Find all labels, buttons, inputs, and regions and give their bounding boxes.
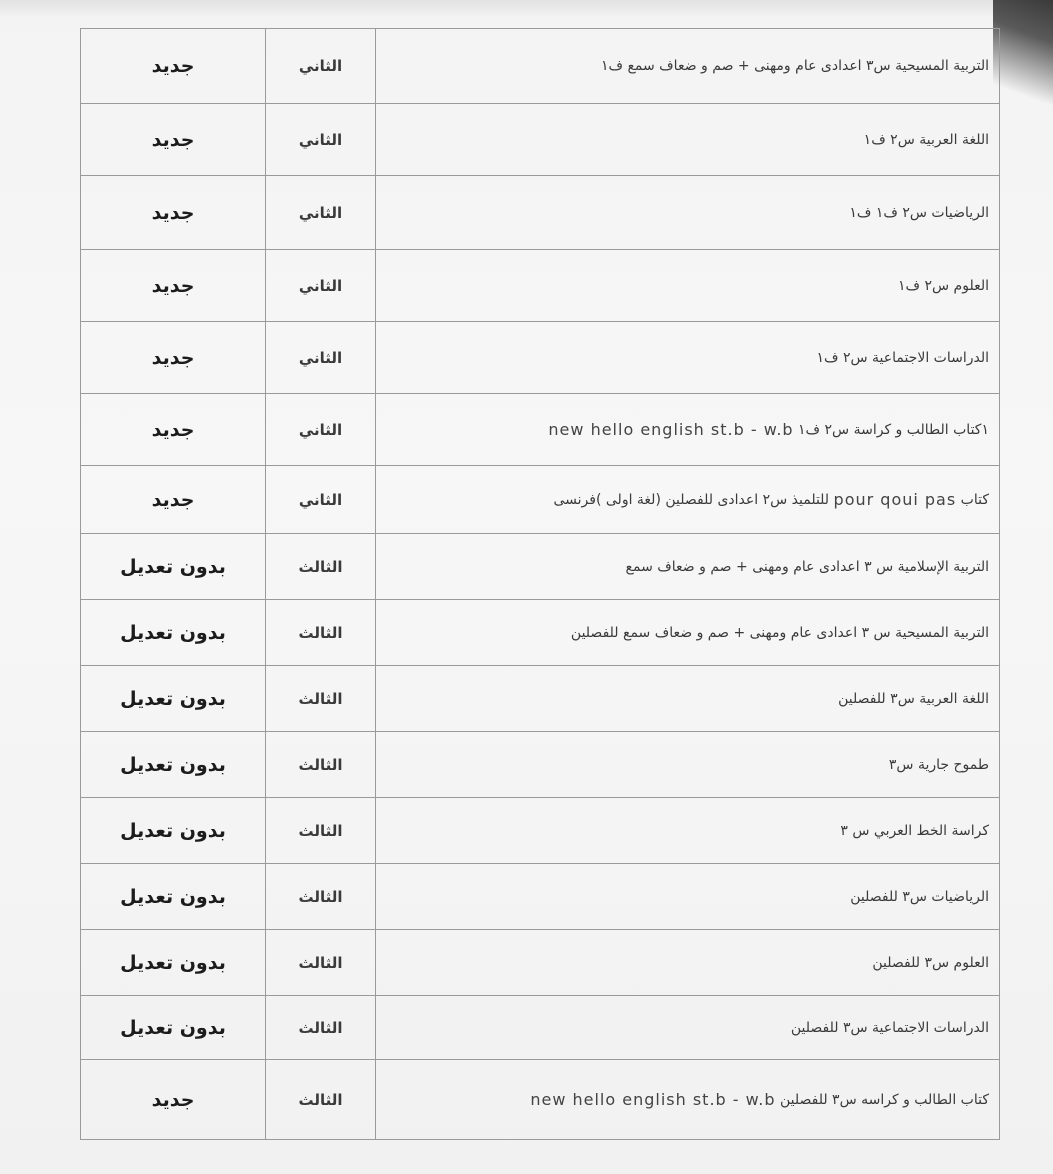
book-title: ١كتاب الطالب و كراسة س٢ ف١ — [798, 421, 989, 438]
book-title-cell — [375, 104, 1000, 175]
table-row — [80, 798, 1000, 864]
term-label: الثالث — [298, 689, 343, 708]
term-cell — [265, 250, 375, 321]
term-cell — [265, 930, 375, 995]
status-cell — [80, 534, 265, 599]
book-title-cell — [375, 394, 1000, 465]
status-cell — [80, 666, 265, 731]
book-title: التربية الإسلامية س ٣ اعدادى عام ومهنى + صم و ضعاف سمع — [625, 558, 989, 575]
term-cell — [265, 798, 375, 863]
status-cell — [80, 864, 265, 929]
status-label: بدون تعديل — [120, 885, 226, 908]
book-title-cell — [375, 250, 1000, 321]
term-label: الثاني — [298, 57, 343, 75]
status-label: جديد — [151, 55, 195, 77]
status-label: جديد — [151, 346, 195, 369]
term-cell — [265, 732, 375, 797]
term-label: الثاني — [298, 276, 343, 295]
books-table — [80, 28, 1000, 1140]
book-title-cell — [375, 666, 1000, 731]
status-cell — [80, 1060, 265, 1139]
term-cell — [265, 176, 375, 249]
book-title: العلوم س٣ للفصلين — [872, 954, 989, 971]
book-title-cell — [375, 732, 1000, 797]
book-title-suffix: للتلميذ س٢ اعدادى للفصلين (لغة اولى )فرنسى — [553, 491, 830, 508]
status-cell — [80, 394, 265, 465]
table-row — [80, 104, 1000, 176]
term-label: الثاني — [298, 420, 343, 439]
status-label: جديد — [151, 201, 195, 224]
table-row — [80, 1060, 1000, 1140]
book-title: كتاب — [960, 491, 989, 508]
scan-shadow — [0, 0, 1053, 18]
book-title: العلوم س٢ ف١ — [897, 277, 989, 294]
term-cell — [265, 322, 375, 393]
book-title: الدراسات الاجتماعية س٣ للفصلين — [790, 1019, 989, 1036]
term-cell — [265, 600, 375, 665]
table-row — [80, 176, 1000, 250]
book-title-latin: new hello english st.b - w.b — [530, 1090, 776, 1109]
term-label: الثالث — [298, 1018, 343, 1037]
book-title-cell — [375, 600, 1000, 665]
status-cell — [80, 732, 265, 797]
table-row — [80, 600, 1000, 666]
table-row — [80, 732, 1000, 798]
book-title-latin: new hello english st.b - w.b — [548, 420, 794, 439]
book-title: الدراسات الاجتماعية س٢ ف١ — [816, 349, 989, 366]
book-title-cell — [375, 996, 1000, 1059]
term-cell — [265, 864, 375, 929]
book-title-cell — [375, 29, 1000, 103]
term-label: الثالث — [298, 821, 343, 840]
term-cell — [265, 104, 375, 175]
book-title-cell — [375, 176, 1000, 249]
status-cell — [80, 798, 265, 863]
term-label: الثالث — [298, 1090, 343, 1109]
status-cell — [80, 996, 265, 1059]
book-title: اللغة العربية س٢ ف١ — [863, 131, 989, 148]
status-label: بدون تعديل — [120, 951, 226, 974]
status-label: جديد — [151, 418, 195, 441]
book-title-cell — [375, 534, 1000, 599]
term-label: الثالث — [298, 755, 343, 774]
book-title: التربية المسيحية س ٣ اعدادى عام ومهنى + صم و ضعاف سمع للفصلين — [570, 624, 989, 641]
term-cell — [265, 29, 375, 103]
table-row — [80, 394, 1000, 466]
book-title: اللغة العربية س٣ للفصلين — [838, 690, 989, 707]
status-cell — [80, 29, 265, 103]
term-label: الثاني — [298, 348, 343, 367]
scan-corner-shadow — [993, 0, 1053, 120]
book-title-cell — [375, 466, 1000, 533]
status-cell — [80, 600, 265, 665]
status-label: جديد — [151, 274, 195, 297]
table-row — [80, 666, 1000, 732]
term-cell — [265, 466, 375, 533]
status-cell — [80, 322, 265, 393]
book-title-latin: pour qoui pas — [833, 490, 957, 509]
status-label: بدون تعديل — [120, 687, 226, 710]
book-title-cell — [375, 864, 1000, 929]
status-cell — [80, 104, 265, 175]
status-label: بدون تعديل — [120, 555, 226, 578]
table-row — [80, 466, 1000, 534]
status-label: جديد — [151, 488, 195, 511]
book-title: كتاب الطالب و كراسه س٣ للفصلين — [779, 1091, 989, 1108]
table-row — [80, 322, 1000, 394]
status-label: جديد — [151, 128, 195, 151]
table-row — [80, 930, 1000, 996]
term-cell — [265, 1060, 375, 1139]
book-title: طموح جارية س٣ — [888, 756, 989, 773]
status-label: بدون تعديل — [120, 819, 226, 842]
table-row — [80, 996, 1000, 1060]
term-cell — [265, 534, 375, 599]
status-label: بدون تعديل — [120, 1016, 226, 1039]
term-label: الثالث — [298, 953, 343, 972]
term-cell — [265, 996, 375, 1059]
term-label: الثالث — [298, 557, 343, 576]
term-label: الثالث — [298, 623, 343, 642]
status-cell — [80, 176, 265, 249]
book-title: التربية المسيحية س٣ اعدادى عام ومهنى + صم و ضعاف سمع ف١ — [600, 58, 989, 74]
book-title-cell — [375, 930, 1000, 995]
status-cell — [80, 250, 265, 321]
book-title-cell — [375, 322, 1000, 393]
table-row — [80, 28, 1000, 104]
status-label: بدون تعديل — [120, 753, 226, 776]
status-label: جديد — [151, 1088, 195, 1111]
status-label: بدون تعديل — [120, 621, 226, 644]
term-cell — [265, 666, 375, 731]
term-label: الثالث — [298, 887, 343, 906]
term-label: الثاني — [298, 203, 343, 222]
term-label: الثاني — [298, 130, 343, 149]
book-title-cell — [375, 798, 1000, 863]
status-cell — [80, 466, 265, 533]
table-row — [80, 534, 1000, 600]
term-cell — [265, 394, 375, 465]
term-label: الثاني — [298, 490, 343, 509]
table-row — [80, 250, 1000, 322]
book-title: الرياضيات س٣ للفصلين — [850, 888, 989, 905]
status-cell — [80, 930, 265, 995]
book-title: الرياضيات س٢ ف١ ف١ — [849, 204, 989, 221]
book-title-cell — [375, 1060, 1000, 1139]
book-title: كراسة الخط العربي س ٣ — [840, 822, 989, 839]
table-row — [80, 864, 1000, 930]
